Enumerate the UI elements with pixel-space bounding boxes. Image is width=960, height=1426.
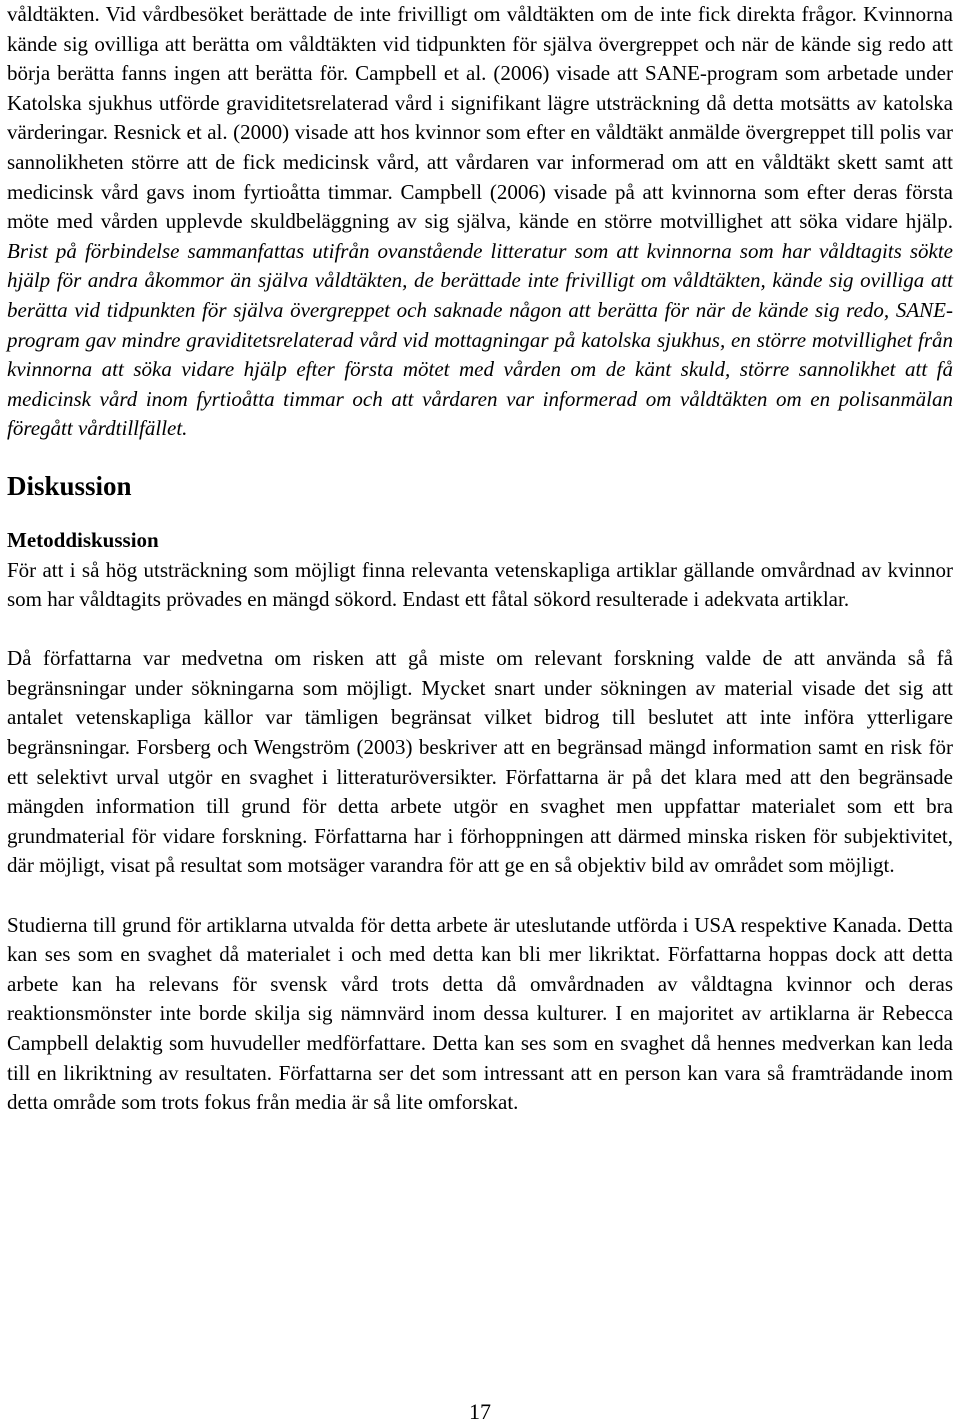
body-paragraph-1: För att i så hög utsträckning som möjligt finna relevanta vetenskapliga artiklar gällande omvårdnad av kvinnor som har våldtagits prövades en mängd sökord. Endast ett fåtal sökord resulterade i adekvata artiklar. xyxy=(7,557,953,612)
subsection-heading: Metoddiskussion xyxy=(7,527,159,552)
results-text: våldtäkten. Vid vårdbesöket berättade de inte frivilligt om våldtäkten om de inte fick direkta frågor. Kvinnorna kände sig ovilliga att berätta om våldtäkten vid tidpunkten för själva övergreppet och när de kände sig redo att börja berätta fanns ingen att berätta för. Campbell et al. (2006) visade att SANE-program som arbetade under Katolska sjukhus utförde graviditetsrelaterad vård i signifikant lägre utsträckning då detta motsätts av katolska värderingar. Resnick et al. (2000) visade att hos kvinnor som efter en våldtäkt anmälde övergreppet till polis var sannolikheten större att de fick medicinsk vård, att vårdaren var informerad om att en våldtäkt skett samt att medicinsk vård gavs inom fyrtioåtta timmar. Campbell (2006) visade på att kvinnorna som efter deras första möte med vården upplevde skuldbeläggning av sig själva, kände en större motvillighet att söka vidare hjälp. xyxy=(7,2,953,234)
section-heading: Diskussion xyxy=(7,470,132,501)
body-paragraph-3: Studierna till grund för artiklarna utvalda för detta arbete är uteslutande utförda i USA respektive Kanada. Detta kan ses som en svaghet då materialet i och med detta kan bli mer likriktat. Författarna hoppas dock att detta arbete kan ha relevans för svensk vård trots detta då omvårdnaden av våldtagna kvinnor och deras reaktionsmönster inte borde skilja sig nämnvärd inom dessa kulturer. I en majoritet av artiklarna är Rebecca Campbell delaktig som huvudeller medförfattare. Detta kan ses som en svaghet då hennes medverkan kan leda till en likriktning av resultaten. Författarna ser det som intressant att en person kan vara så framträdande inom detta område som trots fokus från media är så lite omforskat. xyxy=(7,912,953,1115)
results-paragraph xyxy=(7,0,953,444)
page-content xyxy=(7,0,953,1118)
summary-italic-text: Brist på förbindelse sammanfattas utifrån ovanstående litteratur som att kvinnorna som har våldtagits sökte hjälp för andra åkommor än själva våldtäkten, de berättade inte frivilligt om våldtäkten, kände sig ovilliga att berätta vid tidpunkten för själva övergreppet och saknade någon att berätta för när de kände sig redo, SANE-program gav mindre graviditetsrelaterad vård vid mottagningar på katolska sjukhus, en större motvillighet från kvinnorna att söka vidare hjälp efter första mötet med vården om de känt skuld, större sannolikhet att få medicinsk vård inom fyrtioåtta timmar och att vårdaren var informerad om våldtäkten om en polisanmälan föregått vårdtillfället. xyxy=(7,238,953,441)
page-number: 17 xyxy=(469,1399,491,1424)
body-paragraph-2: Då författarna var medvetna om risken att gå miste om relevant forskning valde de att använda så få begränsningar under sökningarna som möjligt. Mycket snart under sökningen av material visade det sig att antalet vetenskapliga källor var tämligen begränsat vilket bidrog till beslutet att inte införa ytterligare begränsningar. Forsberg och Wengström (2003) beskriver att en begränsad mängd information samt en risk för ett selektivt urval utgör en svaghet i litteraturöversikter. Författarna är på det klara med att den begränsade mängden information till grund för detta arbete utgör en svaghet men uppfattar materialet som ett bra grundmaterial för vidare forskning. Författarna har i förhoppningen att därmed minska risken för subjektivitet, där möjligt, visat på resultat som motsäger varandra för att ge en så objektiv bild av området som möjligt. xyxy=(7,646,953,878)
